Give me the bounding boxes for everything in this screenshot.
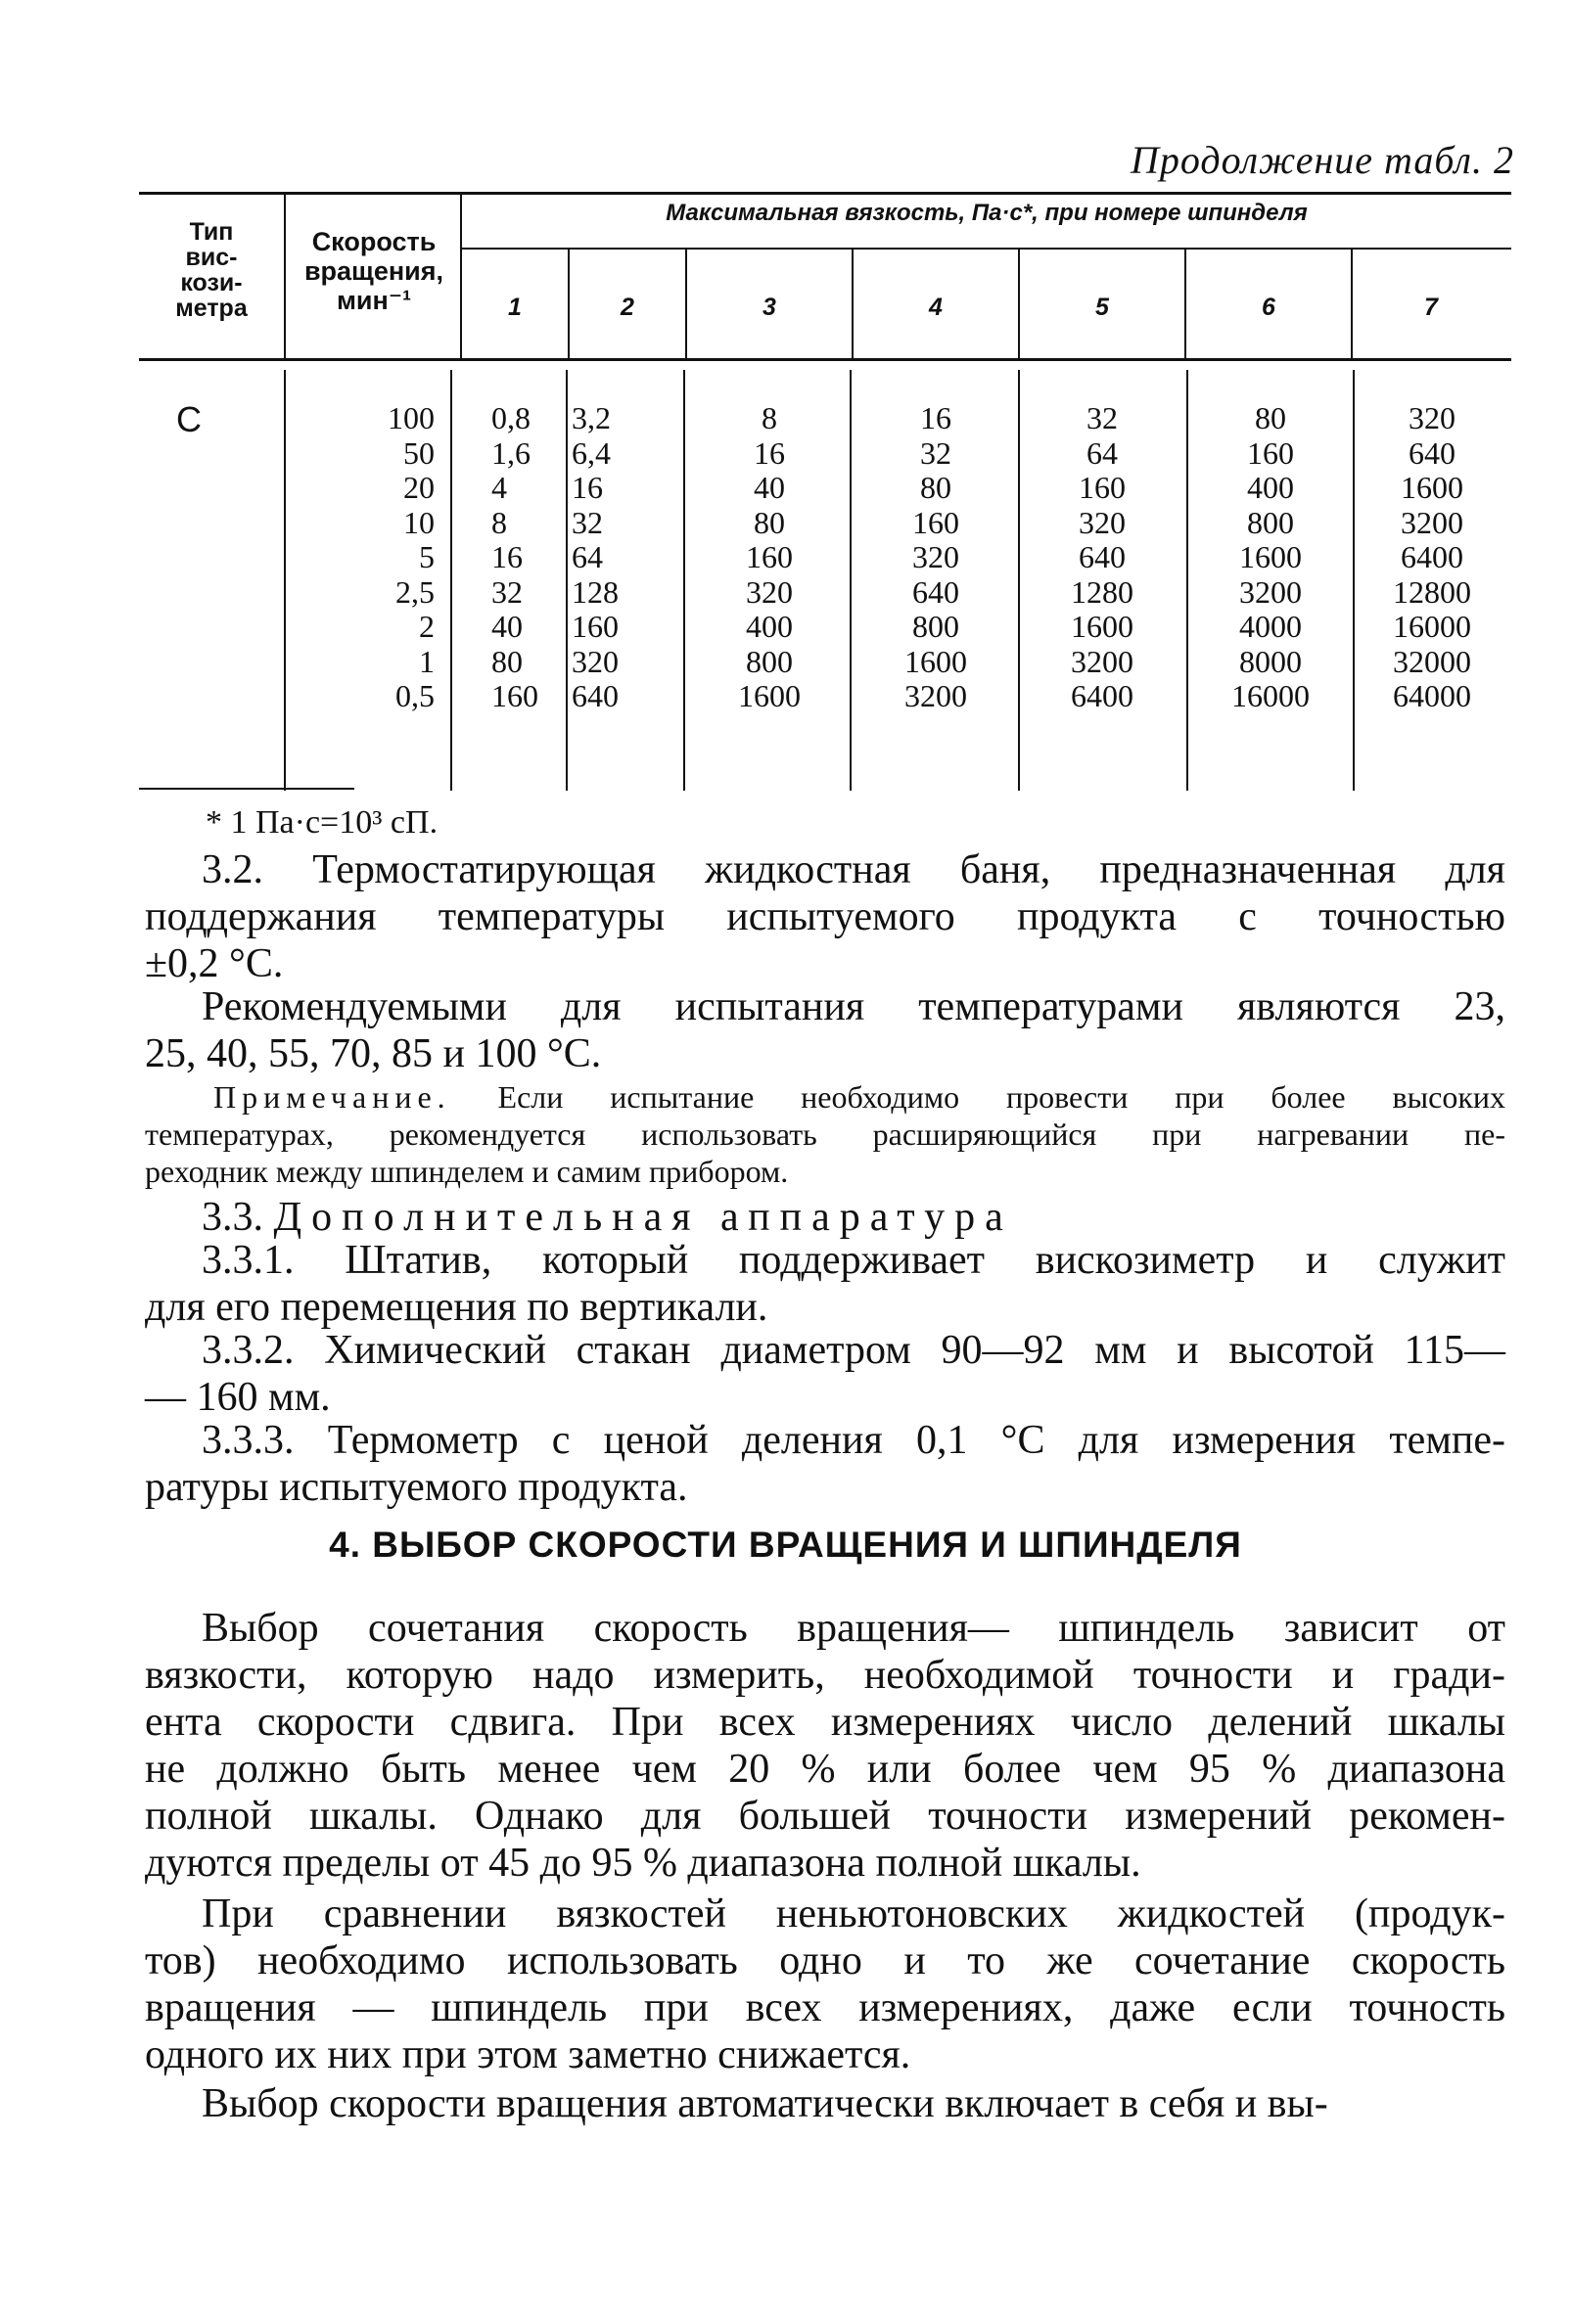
table-cell: 800: [746, 643, 793, 679]
note-line: температурах, рекомендуется использовать расширяющийся при нагревании пе-: [145, 1116, 1505, 1152]
table-footnote: * 1 Па·с=10³ сП.: [206, 804, 439, 841]
table-cell: 160: [491, 678, 538, 713]
table-cell: 3,2: [572, 400, 611, 435]
table-cell: 400: [746, 609, 793, 644]
table-cell: 160: [746, 539, 793, 574]
note-block: [145, 1078, 1505, 1190]
text-line: одного их них при этом заметно снижается.: [145, 2032, 911, 2077]
header-rotation-speed: Скорость вращения, мин⁻¹: [303, 227, 444, 315]
table-cell: 1,6: [491, 434, 531, 471]
table-cell: 800: [1247, 504, 1294, 540]
table-cell: 32: [572, 504, 603, 540]
text-line: 3.3.2. Химический стакан диаметром 90—92 мм и высотой 115—: [202, 1328, 1505, 1373]
table-header-rule: [139, 358, 1511, 361]
table-cell: 4: [491, 470, 507, 505]
table-cell: 1600: [738, 678, 801, 713]
text-line: 3.2. Термостатирующая жидкостная баня, предназначенная для: [202, 847, 1505, 892]
table-cell: 640: [1079, 539, 1126, 574]
spindle-5-column: [1020, 401, 1184, 714]
table-cell: 1: [419, 643, 435, 679]
section-3-3-1-paragraph: [145, 1237, 1505, 1331]
header-spindle-4: 4: [929, 294, 943, 321]
table-cell: 1600: [1239, 539, 1302, 574]
spindle-7-column: [1355, 401, 1509, 714]
table-cell: 3200: [1239, 573, 1302, 610]
table-cell: 0,8: [491, 400, 531, 435]
table-cell: 16: [572, 470, 603, 505]
text-line: вязкости, которую надо измерить, необходимой точности и гради-: [145, 1653, 1505, 1698]
table-cell: 2: [419, 609, 435, 644]
section-3-2-paragraph: [145, 846, 1505, 987]
note-line: Если испытание необходимо провести при более высоких: [497, 1079, 1506, 1115]
table-cell: 160: [912, 504, 959, 540]
section-4-paragraph-2: [145, 1891, 1505, 2078]
table-cell: 50: [403, 434, 435, 471]
section-3-3-heading: [145, 1194, 1505, 1241]
header-spindle-2: 2: [621, 294, 634, 321]
section-3-2-temperatures: [145, 983, 1505, 1077]
section-4-paragraph-3: [145, 2080, 1505, 2127]
table-vline: [460, 192, 462, 360]
header-viscometer-type: Тип вис- кози- метра: [175, 218, 248, 322]
table-cell: 80: [491, 643, 523, 679]
table-cell: 40: [491, 609, 523, 644]
viscometer-type-cell: С: [176, 399, 202, 439]
table-cell: 3200: [1071, 643, 1133, 679]
table-cell: 128: [572, 573, 619, 610]
header-spindle-1: 1: [508, 294, 522, 321]
speed-column: [288, 401, 435, 714]
table-cell: 1600: [904, 643, 967, 679]
table-cell: 64: [1086, 434, 1118, 471]
table-cell: 80: [1255, 400, 1286, 435]
table-cell: 32000: [1393, 643, 1471, 679]
table-top-rule: [139, 192, 1511, 195]
table-cell: 16: [491, 539, 523, 574]
table-cell: 20: [403, 470, 435, 505]
header-spindle-3: 3: [762, 294, 776, 321]
table-cell: 3200: [1401, 504, 1463, 540]
footnote-rule: [139, 788, 354, 790]
spindle-4-column: [854, 401, 1018, 714]
note-label: Примечание.: [213, 1079, 451, 1115]
table-cell: 8000: [1239, 643, 1302, 679]
note-line: реходник между шпинделем и самим прибором.: [145, 1154, 789, 1189]
table-cell: 800: [912, 609, 959, 644]
text-line: для его перемещения по вертикали.: [145, 1285, 768, 1330]
table-cell: 320: [746, 573, 793, 610]
table-cell: 64000: [1393, 678, 1471, 713]
table-cell: 100: [388, 400, 435, 435]
table-cell: 400: [1247, 470, 1294, 505]
text-line: Выбор скорости вращения автоматически включает в себя и вы-: [202, 2081, 1328, 2126]
table-cell: 80: [754, 504, 785, 540]
table-cell: 6400: [1401, 539, 1463, 574]
text-line: — 160 мм.: [145, 1375, 331, 1420]
table-cell: 3200: [904, 678, 967, 713]
text-line: поддержания температуры испытуемого продукта с точностью: [145, 894, 1505, 939]
section-3-3-title: Дополнительная аппаратура: [273, 1195, 1013, 1240]
text-line: не должно быть менее чем 20 % или более чем 95 % диапазона: [145, 1747, 1505, 1792]
table-cell: 640: [572, 678, 619, 713]
table-cell: 6400: [1071, 678, 1133, 713]
table-vline: [284, 370, 286, 791]
table-cell: 160: [1247, 434, 1294, 471]
table-cell: 0,5: [395, 678, 435, 713]
header-spindle-7: 7: [1424, 294, 1438, 321]
text-line: ратуры испытуемого продукта.: [145, 1465, 688, 1510]
text-line: 3.3.1. Штатив, который поддерживает вискозиметр и служит: [202, 1238, 1505, 1283]
table-cell: 10: [403, 504, 435, 540]
table-vline: [683, 370, 685, 791]
table-cell: 4000: [1239, 609, 1302, 644]
section-3-3-3-paragraph: [145, 1417, 1505, 1511]
header-spindle-5: 5: [1095, 294, 1109, 321]
section-3-3-number: 3.3.: [202, 1195, 263, 1240]
table-cell: 160: [1079, 470, 1126, 505]
text-line: дуются пределы от 45 до 95 % диапазона полной шкалы.: [145, 1841, 1141, 1886]
table-cell: 16: [754, 434, 785, 471]
table-continuation-label: Продолжение табл. 2: [1130, 138, 1514, 182]
text-line: ента скорости сдвига. При всех измерениях число делений шкалы: [145, 1700, 1505, 1745]
spindle-2-column: [572, 401, 679, 714]
table-cell: 1600: [1071, 609, 1133, 644]
table-cell: 32: [1086, 400, 1118, 435]
text-line: При сравнении вязкостей неньютоновских жидкостей (продук-: [202, 1891, 1505, 1937]
text-line: Выбор сочетания скорость вращения— шпиндель зависит от: [202, 1606, 1505, 1651]
section-4-heading: 4. ВЫБОР СКОРОСТИ ВРАЩЕНИЯ И ШПИНДЕЛЯ: [329, 1525, 1242, 1565]
text-line: Рекомендуемыми для испытания температурами являются 23,: [202, 984, 1505, 1029]
table-cell: 320: [912, 539, 959, 574]
table-cell: 320: [1079, 504, 1126, 540]
table-cell: 80: [920, 470, 951, 505]
table-cell: 640: [912, 573, 959, 610]
section-4-paragraph-1: [145, 1605, 1505, 1887]
text-line: 3.3.3. Термометр с ценой деления 0,1 °С для измерения темпе-: [202, 1418, 1505, 1463]
spindle-3-column: [687, 401, 852, 714]
table-cell: 160: [572, 609, 619, 644]
table-cell: 1600: [1401, 470, 1463, 505]
table-cell: 5: [419, 539, 435, 574]
table-group-rule: [462, 248, 1511, 250]
table-cell: 16000: [1393, 609, 1471, 644]
header-spindle-6: 6: [1262, 294, 1275, 321]
table-vline: [450, 370, 452, 791]
table-cell: 8: [762, 400, 777, 435]
table-cell: 12800: [1393, 573, 1471, 610]
table-cell: 16: [920, 400, 951, 435]
spindle-6-column: [1188, 401, 1353, 714]
text-line: полной шкалы. Однако для большей точности измерений рекомен-: [145, 1794, 1505, 1839]
header-max-viscosity: Максимальная вязкость, Па·с*, при номере шпинделя: [666, 200, 1308, 226]
text-line: вращения — шпиндель при всех измерениях, даже если точность: [145, 1985, 1505, 2030]
table-cell: 6,4: [572, 434, 611, 471]
section-3-3-2-paragraph: [145, 1327, 1505, 1421]
text-line: тов) необходимо использовать одно и то же сочетание скорость: [145, 1938, 1505, 1983]
table-cell: 64: [572, 539, 603, 574]
table-vline: [566, 370, 568, 791]
spindle-1-column: [491, 401, 566, 714]
table-cell: 1280: [1071, 573, 1133, 610]
text-line: 25, 40, 55, 70, 85 и 100 °С.: [145, 1031, 602, 1076]
table-cell: 32: [920, 434, 951, 471]
table-cell: 640: [1409, 434, 1455, 471]
table-cell: 40: [754, 470, 785, 505]
table-cell: 32: [491, 573, 523, 610]
table-vline: [284, 192, 286, 360]
table-cell: 2,5: [395, 573, 435, 610]
table-cell: 8: [491, 504, 507, 540]
text-line: ±0,2 °С.: [145, 941, 284, 986]
table-cell: 16000: [1231, 678, 1310, 713]
table-cell: 320: [572, 643, 619, 679]
table-cell: 320: [1409, 400, 1455, 435]
